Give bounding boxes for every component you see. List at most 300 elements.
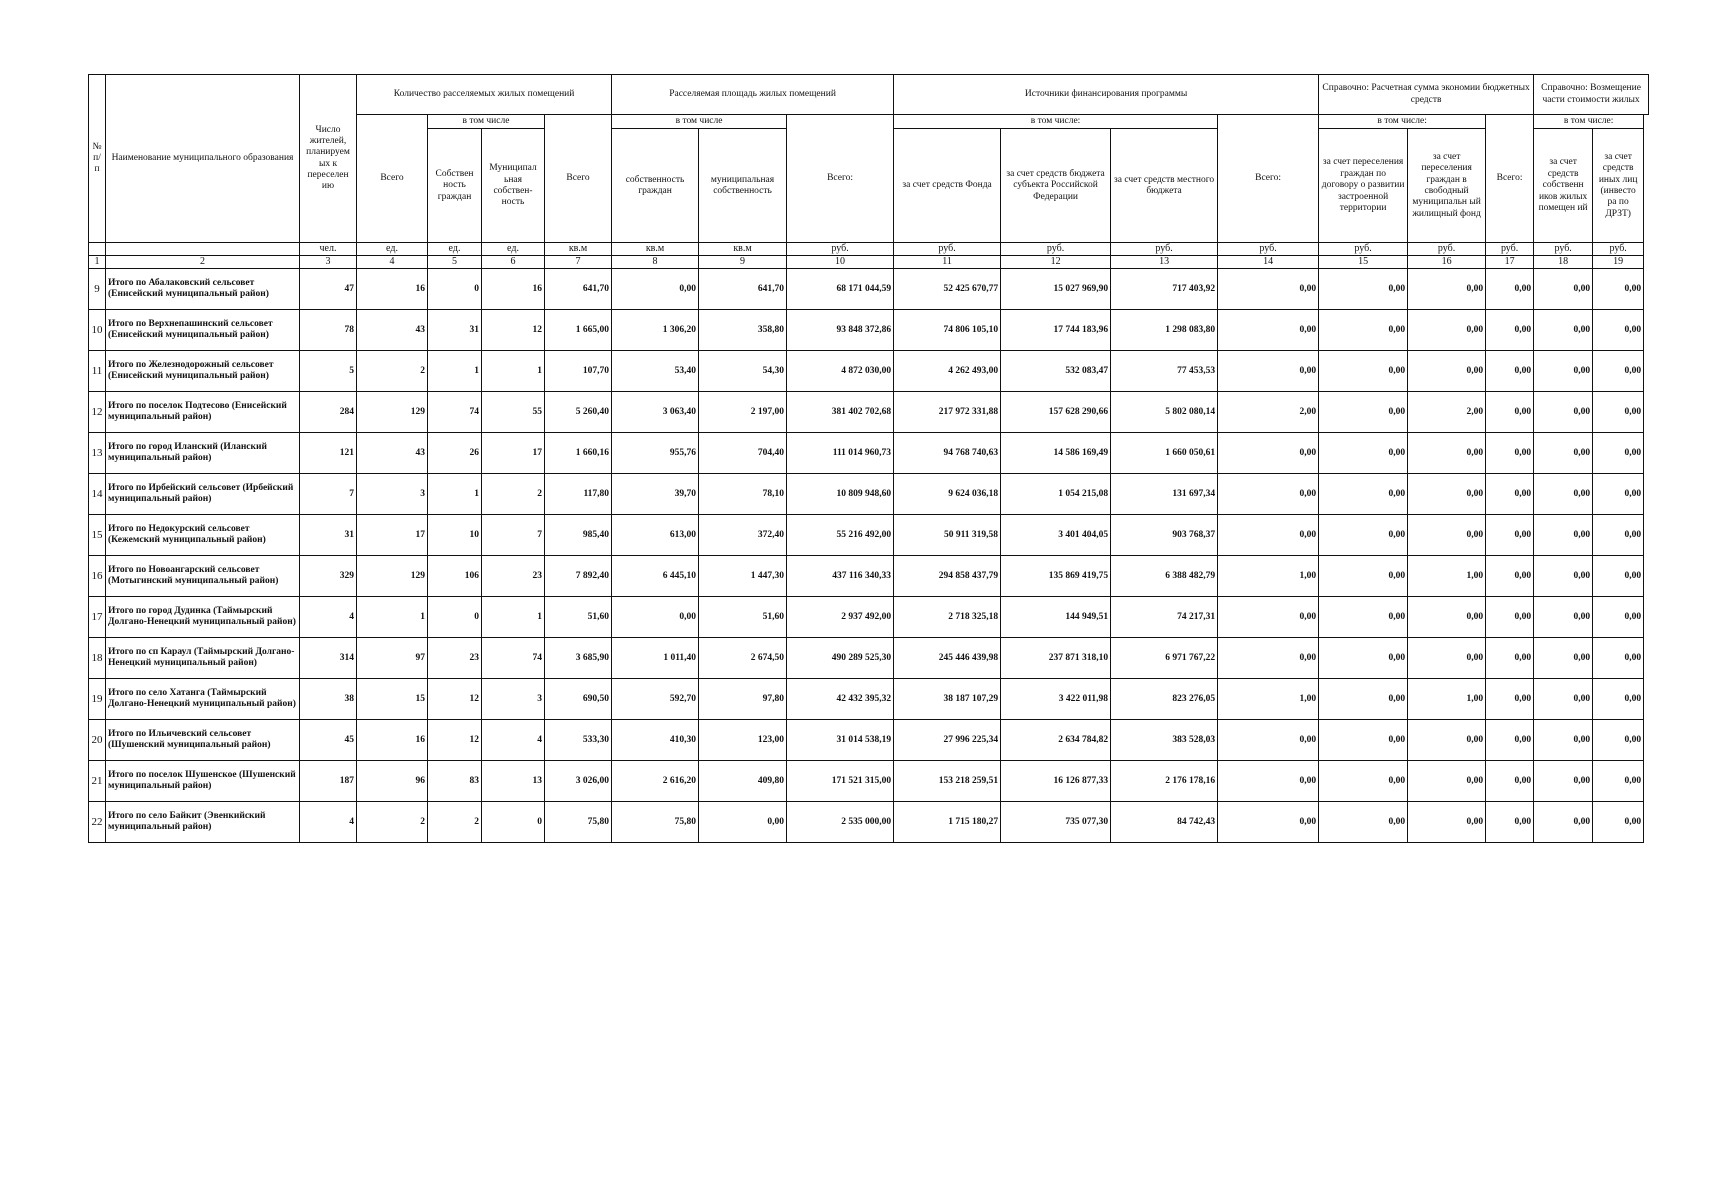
value-cell-c10: 171 521 315,00 bbox=[787, 761, 894, 802]
table-header bbox=[89, 75, 1649, 269]
value-cell-c3: 329 bbox=[300, 556, 357, 597]
value-cell-c14: 0,00 bbox=[1218, 433, 1319, 474]
column-number-cell: 13 bbox=[1111, 256, 1218, 269]
column-number-cell: 16 bbox=[1408, 256, 1486, 269]
value-cell-c7: 690,50 bbox=[545, 679, 612, 720]
municipality-name-cell: Итого по Верхнепашинский сельсовет (Енисейский муниципальный район) bbox=[106, 310, 300, 351]
value-cell-c10: 55 216 492,00 bbox=[787, 515, 894, 556]
value-cell-c9: 0,00 bbox=[699, 802, 787, 843]
value-cell-c12: 135 869 419,75 bbox=[1001, 556, 1111, 597]
value-cell-c13: 717 403,92 bbox=[1111, 269, 1218, 310]
value-cell-c9: 641,70 bbox=[699, 269, 787, 310]
value-cell-c9: 372,40 bbox=[699, 515, 787, 556]
table-row bbox=[89, 515, 1649, 556]
municipality-name-cell: Итого по город Иланский (Иланский муниципальный район) bbox=[106, 433, 300, 474]
value-cell-c3: 4 bbox=[300, 802, 357, 843]
value-cell-c4: 15 bbox=[357, 679, 428, 720]
table-row bbox=[89, 269, 1649, 310]
column-number-cell: 6 bbox=[482, 256, 545, 269]
value-cell-c6: 16 bbox=[482, 269, 545, 310]
value-cell-c4: 96 bbox=[357, 761, 428, 802]
municipality-name-cell: Итого по Ирбейский сельсовет (Ирбейский муниципальный район) bbox=[106, 474, 300, 515]
value-cell-c8: 0,00 bbox=[612, 597, 699, 638]
header-premises-incl: в том числе bbox=[428, 115, 545, 129]
value-cell-c15: 0,00 bbox=[1319, 392, 1408, 433]
value-cell-c18: 0,00 bbox=[1534, 351, 1593, 392]
unit-cell: руб. bbox=[1534, 243, 1593, 256]
header-area-total: Всего bbox=[545, 115, 612, 243]
value-cell-c14: 1,00 bbox=[1218, 679, 1319, 720]
header-premises-total: Всего bbox=[357, 115, 428, 243]
value-cell-c13: 1 298 083,80 bbox=[1111, 310, 1218, 351]
value-cell-c18: 0,00 bbox=[1534, 310, 1593, 351]
unit-cell: руб. bbox=[1486, 243, 1534, 256]
row-number: 19 bbox=[89, 679, 106, 720]
value-cell-c5: 0 bbox=[428, 269, 482, 310]
header-municipal-premises: Муниципал ьная собствен- ность bbox=[482, 129, 545, 243]
value-cell-c19: 0,00 bbox=[1593, 638, 1644, 679]
header-econ-free-fund: за счет переселения граждан в свободный муниципальн ый жилищный фонд bbox=[1408, 129, 1486, 243]
value-cell-c14: 0,00 bbox=[1218, 761, 1319, 802]
header-finance-group: Источники финансирования программы bbox=[894, 75, 1319, 115]
column-number-cell: 5 bbox=[428, 256, 482, 269]
column-number-cell: 2 bbox=[106, 256, 300, 269]
value-cell-c6: 1 bbox=[482, 351, 545, 392]
value-cell-c19: 0,00 bbox=[1593, 597, 1644, 638]
column-number-cell: 17 bbox=[1486, 256, 1534, 269]
value-cell-c4: 3 bbox=[357, 474, 428, 515]
header-compensation-incl: в том числе: bbox=[1534, 115, 1644, 129]
value-cell-c7: 75,80 bbox=[545, 802, 612, 843]
value-cell-c5: 26 bbox=[428, 433, 482, 474]
table-row bbox=[89, 392, 1649, 433]
value-cell-c6: 7 bbox=[482, 515, 545, 556]
value-cell-c13: 6 971 767,22 bbox=[1111, 638, 1218, 679]
header-municipal-area: муниципальная собственность bbox=[699, 129, 787, 243]
header-comp-owners: за счет средств собственн иков жилых помещен ий bbox=[1534, 129, 1593, 243]
value-cell-c5: 106 bbox=[428, 556, 482, 597]
unit-cell: ед. bbox=[482, 243, 545, 256]
unit-cell: руб. bbox=[1218, 243, 1319, 256]
value-cell-c16: 0,00 bbox=[1408, 597, 1486, 638]
header-fund: за счет средств Фонда bbox=[894, 129, 1001, 243]
value-cell-c6: 2 bbox=[482, 474, 545, 515]
value-cell-c6: 1 bbox=[482, 597, 545, 638]
column-number-cell: 18 bbox=[1534, 256, 1593, 269]
value-cell-c8: 955,76 bbox=[612, 433, 699, 474]
value-cell-c7: 3 026,00 bbox=[545, 761, 612, 802]
header-area-group: Расселяемая площадь жилых помещений bbox=[612, 75, 894, 115]
row-number: 13 bbox=[89, 433, 106, 474]
value-cell-c19: 0,00 bbox=[1593, 720, 1644, 761]
value-cell-c6: 4 bbox=[482, 720, 545, 761]
table-row bbox=[89, 802, 1649, 843]
row-number: 20 bbox=[89, 720, 106, 761]
value-cell-c17: 0,00 bbox=[1486, 392, 1534, 433]
value-cell-c18: 0,00 bbox=[1534, 720, 1593, 761]
header-premises-group: Количество расселяемых жилых помещений bbox=[357, 75, 612, 115]
header-local-budget: за счет средств местного бюджета bbox=[1111, 129, 1218, 243]
value-cell-c6: 13 bbox=[482, 761, 545, 802]
value-cell-c3: 187 bbox=[300, 761, 357, 802]
value-cell-c11: 9 624 036,18 bbox=[894, 474, 1001, 515]
value-cell-c18: 0,00 bbox=[1534, 802, 1593, 843]
value-cell-c16: 0,00 bbox=[1408, 433, 1486, 474]
header-econ-development: за счет переселения граждан по договору о развитии застроенной территории bbox=[1319, 129, 1408, 243]
value-cell-c8: 3 063,40 bbox=[612, 392, 699, 433]
header-municipality-name: Наименование муниципального образования bbox=[106, 75, 300, 243]
value-cell-c17: 0,00 bbox=[1486, 556, 1534, 597]
row-number: 10 bbox=[89, 310, 106, 351]
table-body bbox=[89, 269, 1649, 843]
value-cell-c8: 1 011,40 bbox=[612, 638, 699, 679]
value-cell-c19: 0,00 bbox=[1593, 515, 1644, 556]
value-cell-c7: 5 260,40 bbox=[545, 392, 612, 433]
value-cell-c4: 2 bbox=[357, 802, 428, 843]
value-cell-c15: 0,00 bbox=[1319, 310, 1408, 351]
value-cell-c16: 2,00 bbox=[1408, 392, 1486, 433]
value-cell-c16: 0,00 bbox=[1408, 720, 1486, 761]
value-cell-c6: 17 bbox=[482, 433, 545, 474]
value-cell-c9: 97,80 bbox=[699, 679, 787, 720]
value-cell-c15: 0,00 bbox=[1319, 269, 1408, 310]
header-owned-premises: Собствен ность граждан bbox=[428, 129, 482, 243]
row-number: 16 bbox=[89, 556, 106, 597]
value-cell-c14: 0,00 bbox=[1218, 351, 1319, 392]
value-cell-c11: 74 806 105,10 bbox=[894, 310, 1001, 351]
value-cell-c8: 592,70 bbox=[612, 679, 699, 720]
row-number: 22 bbox=[89, 802, 106, 843]
value-cell-c7: 1 660,16 bbox=[545, 433, 612, 474]
table-row bbox=[89, 597, 1649, 638]
value-cell-c12: 2 634 784,82 bbox=[1001, 720, 1111, 761]
unit-cell-empty bbox=[106, 243, 300, 256]
value-cell-c9: 78,10 bbox=[699, 474, 787, 515]
value-cell-c10: 42 432 395,32 bbox=[787, 679, 894, 720]
value-cell-c12: 157 628 290,66 bbox=[1001, 392, 1111, 433]
value-cell-c15: 0,00 bbox=[1319, 720, 1408, 761]
column-number-cell: 7 bbox=[545, 256, 612, 269]
unit-cell: руб. bbox=[1408, 243, 1486, 256]
value-cell-c13: 903 768,37 bbox=[1111, 515, 1218, 556]
value-cell-c19: 0,00 bbox=[1593, 802, 1644, 843]
row-number: 17 bbox=[89, 597, 106, 638]
header-number: № п/ п bbox=[89, 75, 106, 243]
column-number-cell: 10 bbox=[787, 256, 894, 269]
value-cell-c10: 490 289 525,30 bbox=[787, 638, 894, 679]
value-cell-c10: 2 535 000,00 bbox=[787, 802, 894, 843]
header-economy-group: Справочно: Расчетная сумма экономии бюджетных средств bbox=[1319, 75, 1534, 115]
value-cell-c9: 54,30 bbox=[699, 351, 787, 392]
value-cell-c18: 0,00 bbox=[1534, 474, 1593, 515]
column-number-cell: 15 bbox=[1319, 256, 1408, 269]
value-cell-c3: 284 bbox=[300, 392, 357, 433]
value-cell-c4: 2 bbox=[357, 351, 428, 392]
value-cell-c5: 1 bbox=[428, 351, 482, 392]
value-cell-c11: 1 715 180,27 bbox=[894, 802, 1001, 843]
value-cell-c5: 12 bbox=[428, 679, 482, 720]
value-cell-c17: 0,00 bbox=[1486, 761, 1534, 802]
row-number: 12 bbox=[89, 392, 106, 433]
value-cell-c15: 0,00 bbox=[1319, 474, 1408, 515]
unit-cell-empty bbox=[89, 243, 106, 256]
value-cell-c8: 613,00 bbox=[612, 515, 699, 556]
municipality-name-cell: Итого по поселок Шушенское (Шушенский муниципальный район) bbox=[106, 761, 300, 802]
value-cell-c19: 0,00 bbox=[1593, 556, 1644, 597]
value-cell-c19: 0,00 bbox=[1593, 433, 1644, 474]
value-cell-c3: 314 bbox=[300, 638, 357, 679]
value-cell-c3: 78 bbox=[300, 310, 357, 351]
value-cell-c15: 0,00 bbox=[1319, 638, 1408, 679]
value-cell-c13: 74 217,31 bbox=[1111, 597, 1218, 638]
table-row bbox=[89, 761, 1649, 802]
value-cell-c10: 31 014 538,19 bbox=[787, 720, 894, 761]
value-cell-c6: 74 bbox=[482, 638, 545, 679]
unit-cell: чел. bbox=[300, 243, 357, 256]
value-cell-c17: 0,00 bbox=[1486, 720, 1534, 761]
value-cell-c18: 0,00 bbox=[1534, 638, 1593, 679]
column-number-cell: 9 bbox=[699, 256, 787, 269]
value-cell-c15: 0,00 bbox=[1319, 433, 1408, 474]
value-cell-c12: 3 422 011,98 bbox=[1001, 679, 1111, 720]
value-cell-c8: 53,40 bbox=[612, 351, 699, 392]
row-number: 14 bbox=[89, 474, 106, 515]
value-cell-c11: 294 858 437,79 bbox=[894, 556, 1001, 597]
value-cell-c18: 0,00 bbox=[1534, 679, 1593, 720]
value-cell-c16: 0,00 bbox=[1408, 474, 1486, 515]
value-cell-c10: 381 402 702,68 bbox=[787, 392, 894, 433]
value-cell-c9: 409,80 bbox=[699, 761, 787, 802]
value-cell-c6: 12 bbox=[482, 310, 545, 351]
value-cell-c15: 0,00 bbox=[1319, 556, 1408, 597]
value-cell-c14: 0,00 bbox=[1218, 802, 1319, 843]
column-number-cell: 4 bbox=[357, 256, 428, 269]
value-cell-c11: 153 218 259,51 bbox=[894, 761, 1001, 802]
value-cell-c18: 0,00 bbox=[1534, 761, 1593, 802]
value-cell-c12: 144 949,51 bbox=[1001, 597, 1111, 638]
value-cell-c14: 2,00 bbox=[1218, 392, 1319, 433]
value-cell-c5: 1 bbox=[428, 474, 482, 515]
value-cell-c7: 1 665,00 bbox=[545, 310, 612, 351]
value-cell-c16: 0,00 bbox=[1408, 351, 1486, 392]
value-cell-c11: 38 187 107,29 bbox=[894, 679, 1001, 720]
value-cell-c5: 10 bbox=[428, 515, 482, 556]
header-economy-incl: в том числе: bbox=[1319, 115, 1486, 129]
value-cell-c15: 0,00 bbox=[1319, 679, 1408, 720]
value-cell-c4: 129 bbox=[357, 556, 428, 597]
table-row bbox=[89, 679, 1649, 720]
column-number-cell: 12 bbox=[1001, 256, 1111, 269]
table-row bbox=[89, 638, 1649, 679]
table-row bbox=[89, 351, 1649, 392]
value-cell-c13: 6 388 482,79 bbox=[1111, 556, 1218, 597]
unit-cell: кв.м bbox=[699, 243, 787, 256]
value-cell-c17: 0,00 bbox=[1486, 515, 1534, 556]
value-cell-c5: 2 bbox=[428, 802, 482, 843]
value-cell-c14: 0,00 bbox=[1218, 638, 1319, 679]
value-cell-c7: 7 892,40 bbox=[545, 556, 612, 597]
value-cell-c10: 10 809 948,60 bbox=[787, 474, 894, 515]
value-cell-c4: 17 bbox=[357, 515, 428, 556]
value-cell-c14: 0,00 bbox=[1218, 474, 1319, 515]
value-cell-c12: 237 871 318,10 bbox=[1001, 638, 1111, 679]
value-cell-c5: 0 bbox=[428, 597, 482, 638]
value-cell-c8: 39,70 bbox=[612, 474, 699, 515]
value-cell-c10: 68 171 044,59 bbox=[787, 269, 894, 310]
table-row bbox=[89, 720, 1649, 761]
value-cell-c18: 0,00 bbox=[1534, 269, 1593, 310]
value-cell-c10: 437 116 340,33 bbox=[787, 556, 894, 597]
value-cell-c17: 0,00 bbox=[1486, 351, 1534, 392]
column-number-cell: 14 bbox=[1218, 256, 1319, 269]
value-cell-c16: 0,00 bbox=[1408, 310, 1486, 351]
relocation-program-table bbox=[88, 74, 1649, 843]
value-cell-c5: 74 bbox=[428, 392, 482, 433]
header-compensation-group: Справочно: Возмещение части стоимости жилых bbox=[1534, 75, 1649, 115]
value-cell-c14: 1,00 bbox=[1218, 556, 1319, 597]
value-cell-c11: 245 446 439,98 bbox=[894, 638, 1001, 679]
value-cell-c5: 83 bbox=[428, 761, 482, 802]
table-row bbox=[89, 310, 1649, 351]
table-row bbox=[89, 474, 1649, 515]
value-cell-c4: 1 bbox=[357, 597, 428, 638]
value-cell-c10: 93 848 372,86 bbox=[787, 310, 894, 351]
value-cell-c11: 4 262 493,00 bbox=[894, 351, 1001, 392]
header-finance-total: Всего: bbox=[787, 115, 894, 243]
unit-cell: руб. bbox=[894, 243, 1001, 256]
value-cell-c10: 2 937 492,00 bbox=[787, 597, 894, 638]
value-cell-c18: 0,00 bbox=[1534, 433, 1593, 474]
value-cell-c13: 2 176 178,16 bbox=[1111, 761, 1218, 802]
value-cell-c5: 12 bbox=[428, 720, 482, 761]
row-number: 18 bbox=[89, 638, 106, 679]
header-owned-area: собственность граждан bbox=[612, 129, 699, 243]
municipality-name-cell: Итого по поселок Подтесово (Енисейский муниципальный район) bbox=[106, 392, 300, 433]
value-cell-c12: 3 401 404,05 bbox=[1001, 515, 1111, 556]
value-cell-c17: 0,00 bbox=[1486, 679, 1534, 720]
value-cell-c7: 51,60 bbox=[545, 597, 612, 638]
municipality-name-cell: Итого по город Дудинка (Таймырский Долгано-Ненецкий муниципальный район) bbox=[106, 597, 300, 638]
value-cell-c18: 0,00 bbox=[1534, 392, 1593, 433]
municipality-name-cell: Итого по село Хатанга (Таймырский Долгано-Ненецкий муниципальный район) bbox=[106, 679, 300, 720]
value-cell-c19: 0,00 bbox=[1593, 761, 1644, 802]
value-cell-c19: 0,00 bbox=[1593, 269, 1644, 310]
value-cell-c4: 129 bbox=[357, 392, 428, 433]
header-area-incl: в том числе bbox=[612, 115, 787, 129]
value-cell-c13: 5 802 080,14 bbox=[1111, 392, 1218, 433]
municipality-name-cell: Итого по Железнодорожный сельсовет (Енисейский муниципальный район) bbox=[106, 351, 300, 392]
value-cell-c14: 0,00 bbox=[1218, 310, 1319, 351]
value-cell-c12: 14 586 169,49 bbox=[1001, 433, 1111, 474]
value-cell-c6: 3 bbox=[482, 679, 545, 720]
value-cell-c15: 0,00 bbox=[1319, 761, 1408, 802]
value-cell-c19: 0,00 bbox=[1593, 310, 1644, 351]
value-cell-c7: 985,40 bbox=[545, 515, 612, 556]
value-cell-c12: 1 054 215,08 bbox=[1001, 474, 1111, 515]
column-number-cell: 8 bbox=[612, 256, 699, 269]
value-cell-c13: 1 660 050,61 bbox=[1111, 433, 1218, 474]
value-cell-c17: 0,00 bbox=[1486, 269, 1534, 310]
row-number: 15 bbox=[89, 515, 106, 556]
value-cell-c16: 0,00 bbox=[1408, 515, 1486, 556]
value-cell-c7: 3 685,90 bbox=[545, 638, 612, 679]
value-cell-c9: 358,80 bbox=[699, 310, 787, 351]
header-economy-total: Всего: bbox=[1218, 115, 1319, 243]
row-number: 21 bbox=[89, 761, 106, 802]
value-cell-c16: 0,00 bbox=[1408, 802, 1486, 843]
municipality-name-cell: Итого по Недокурский сельсовет (Кежемский муниципальный район) bbox=[106, 515, 300, 556]
value-cell-c3: 38 bbox=[300, 679, 357, 720]
value-cell-c12: 16 126 877,33 bbox=[1001, 761, 1111, 802]
value-cell-c3: 31 bbox=[300, 515, 357, 556]
value-cell-c13: 383 528,03 bbox=[1111, 720, 1218, 761]
value-cell-c11: 217 972 331,88 bbox=[894, 392, 1001, 433]
unit-cell: кв.м bbox=[612, 243, 699, 256]
value-cell-c12: 15 027 969,90 bbox=[1001, 269, 1111, 310]
value-cell-c18: 0,00 bbox=[1534, 515, 1593, 556]
value-cell-c8: 410,30 bbox=[612, 720, 699, 761]
value-cell-c17: 0,00 bbox=[1486, 802, 1534, 843]
value-cell-c18: 0,00 bbox=[1534, 556, 1593, 597]
value-cell-c5: 23 bbox=[428, 638, 482, 679]
value-cell-c19: 0,00 bbox=[1593, 351, 1644, 392]
municipality-name-cell: Итого по сп Караул (Таймырский Долгано-Ненецкий муниципальный район) bbox=[106, 638, 300, 679]
unit-cell: руб. bbox=[787, 243, 894, 256]
value-cell-c3: 121 bbox=[300, 433, 357, 474]
value-cell-c11: 50 911 319,58 bbox=[894, 515, 1001, 556]
value-cell-c18: 0,00 bbox=[1534, 597, 1593, 638]
value-cell-c14: 0,00 bbox=[1218, 720, 1319, 761]
municipality-name-cell: Итого по Новоангарский сельсовет (Мотыгинский муниципальный район) bbox=[106, 556, 300, 597]
value-cell-c4: 43 bbox=[357, 433, 428, 474]
municipality-name-cell: Итого по Абалаковский сельсовет (Енисейский муниципальный район) bbox=[106, 269, 300, 310]
unit-cell: ед. bbox=[428, 243, 482, 256]
value-cell-c4: 16 bbox=[357, 269, 428, 310]
value-cell-c10: 111 014 960,73 bbox=[787, 433, 894, 474]
value-cell-c17: 0,00 bbox=[1486, 597, 1534, 638]
value-cell-c19: 0,00 bbox=[1593, 474, 1644, 515]
header-finance-incl: в том числе: bbox=[894, 115, 1218, 129]
value-cell-c11: 2 718 325,18 bbox=[894, 597, 1001, 638]
value-cell-c16: 0,00 bbox=[1408, 638, 1486, 679]
column-number-cell: 3 bbox=[300, 256, 357, 269]
municipality-name-cell: Итого по Ильичевский сельсовет (Шушенский муниципальный район) bbox=[106, 720, 300, 761]
value-cell-c17: 0,00 bbox=[1486, 638, 1534, 679]
column-number-cell: 11 bbox=[894, 256, 1001, 269]
value-cell-c3: 4 bbox=[300, 597, 357, 638]
value-cell-c7: 107,70 bbox=[545, 351, 612, 392]
value-cell-c15: 0,00 bbox=[1319, 802, 1408, 843]
unit-cell: ед. bbox=[357, 243, 428, 256]
header-subject-budget: за счет средств бюджета субъекта Российской Федерации bbox=[1001, 129, 1111, 243]
units-row bbox=[89, 243, 1649, 256]
unit-cell: кв.м bbox=[545, 243, 612, 256]
value-cell-c11: 52 425 670,77 bbox=[894, 269, 1001, 310]
row-number: 9 bbox=[89, 269, 106, 310]
value-cell-c17: 0,00 bbox=[1486, 474, 1534, 515]
header-compensation-total: Всего: bbox=[1486, 115, 1534, 243]
value-cell-c15: 0,00 bbox=[1319, 351, 1408, 392]
value-cell-c9: 2 674,50 bbox=[699, 638, 787, 679]
table-row bbox=[89, 433, 1649, 474]
value-cell-c12: 17 744 183,96 bbox=[1001, 310, 1111, 351]
value-cell-c15: 0,00 bbox=[1319, 515, 1408, 556]
value-cell-c19: 0,00 bbox=[1593, 392, 1644, 433]
value-cell-c14: 0,00 bbox=[1218, 597, 1319, 638]
value-cell-c3: 47 bbox=[300, 269, 357, 310]
value-cell-c12: 735 077,30 bbox=[1001, 802, 1111, 843]
value-cell-c9: 123,00 bbox=[699, 720, 787, 761]
